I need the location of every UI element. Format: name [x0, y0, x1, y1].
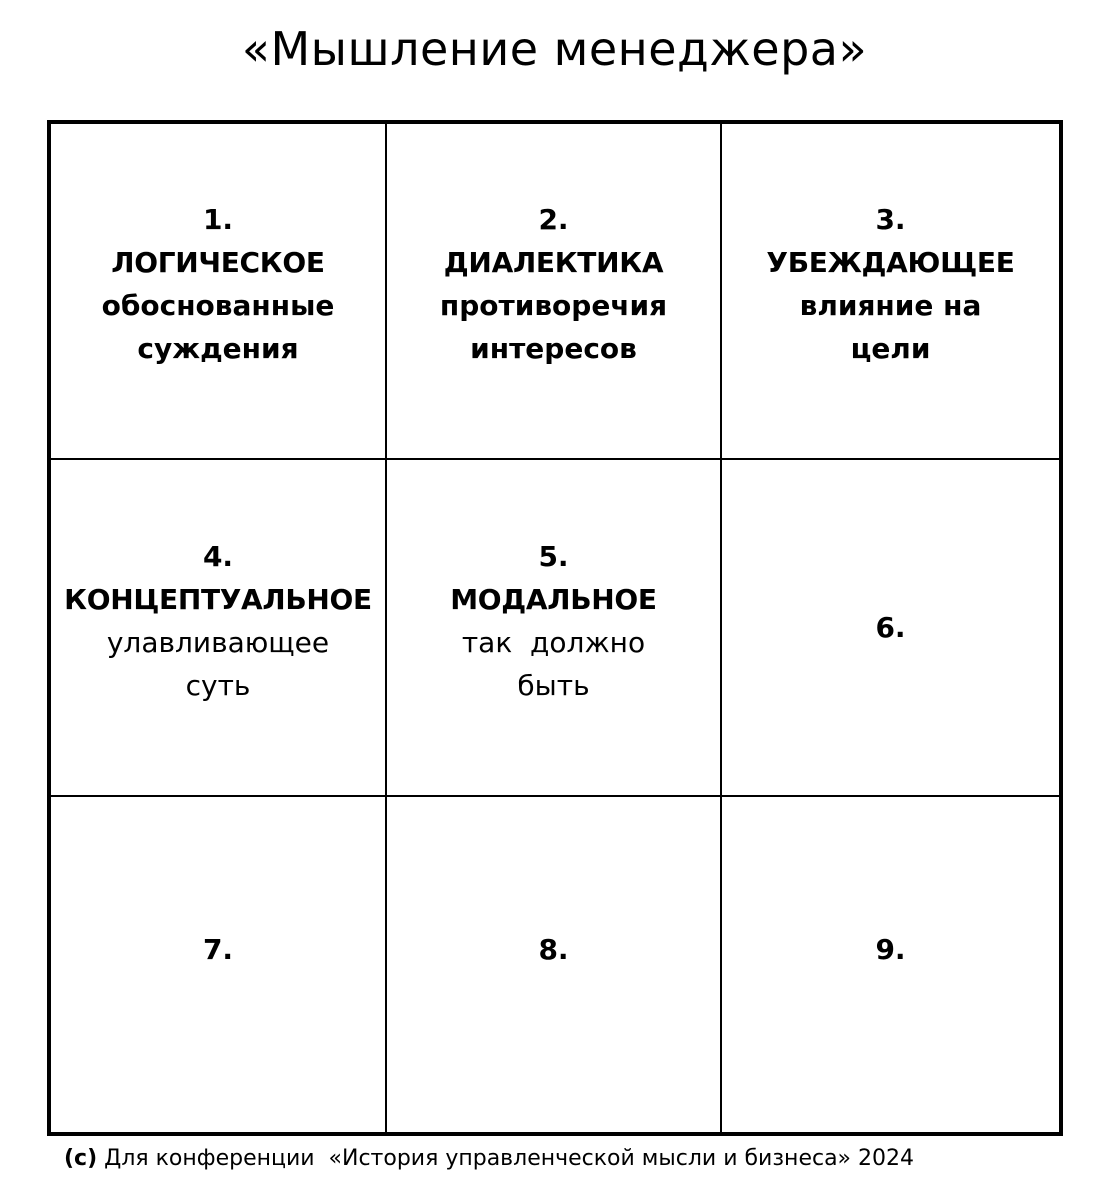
- grid-cell-4: [51, 460, 387, 797]
- grid-cell-1: [51, 124, 387, 460]
- cell-title: КОНЦЕПТУАЛЬНОЕ: [64, 582, 372, 616]
- cell-description: обоснованные суждения: [101, 289, 335, 365]
- cell-description: улавливающее суть: [106, 625, 330, 702]
- cell-title: ДИАЛЕКТИКА: [443, 246, 664, 279]
- cell-title: МОДАЛЬНОЕ: [450, 582, 657, 616]
- cell-number: 4.: [202, 539, 234, 573]
- cell-description: противоречия интересов: [439, 289, 668, 365]
- grid-cell-2: [387, 124, 722, 460]
- cell-description: так должно быть: [461, 625, 646, 702]
- cell-number: 5.: [538, 539, 569, 573]
- cell-title: ЛОГИЧЕСКОЕ: [111, 246, 325, 279]
- cell-number: 3.: [875, 203, 906, 236]
- grid-cell-9: [722, 797, 1059, 1132]
- copyright-mark: (c): [64, 1146, 98, 1171]
- grid-cell-5: [387, 460, 722, 797]
- cell-number: 9.: [875, 933, 906, 966]
- footer-credit: [64, 1146, 914, 1171]
- cell-number: 2.: [538, 203, 569, 236]
- cell-description: влияние на цели: [799, 289, 982, 365]
- page-title: «Мышление менеджера»: [241, 22, 868, 76]
- cell-title: УБЕЖДАЮЩЕЕ: [766, 246, 1015, 279]
- cell-number: 7.: [202, 933, 234, 966]
- thinking-types-grid: [47, 120, 1063, 1136]
- grid-cell-3: [722, 124, 1059, 460]
- grid-cell-8: [387, 797, 722, 1132]
- footer-text: Для конференции «История управленческой мысли и бизнеса» 2024: [97, 1146, 914, 1171]
- cell-number: 6.: [875, 611, 906, 644]
- grid-cell-7: [51, 797, 387, 1132]
- cell-number: 8.: [538, 933, 569, 966]
- cell-number: 1.: [202, 203, 234, 236]
- grid-cell-6: [722, 460, 1059, 797]
